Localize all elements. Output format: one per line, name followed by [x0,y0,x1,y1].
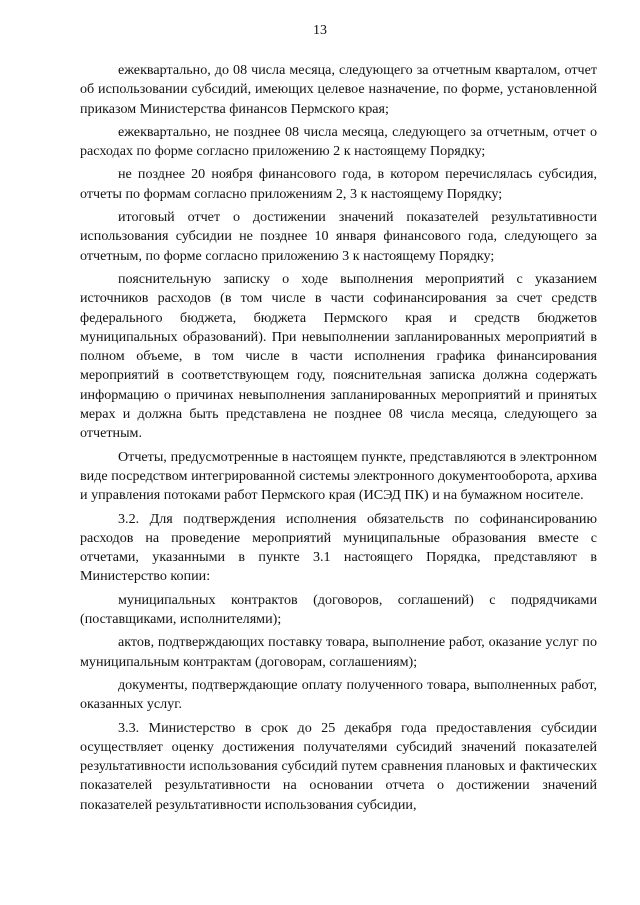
paragraph-november-reports: не позднее 20 ноября финансового года, в котором перечислялась субсидия, отчеты по формам согласно приложениям 2, 3 к настоящему Порядку; [80,166,597,202]
paragraph-quarterly-expense-report: ежеквартально, не позднее 08 числа месяца, следующего за отчетным, отчет о расходах по форме согласно приложению 2 к настоящему Порядку; [80,123,597,160]
paragraph-section-3-2: 3.2. Для подтверждения исполнения обязательств по софинансированию расходов на проведение мероприятий муниципальные образования вместе с отчетами, указанными в пункте 3.1 настоящего Порядка, представляют в Министерство копии: [80,510,597,585]
paragraph-electronic-submission: Отчеты, предусмотренные в настоящем пункте, представляются в электронном виде посредством интегрированной системы электронного документооборота, архива и управления потоками работ Пермского края (ИСЭД ПК) и на бумажном носителе. [80,448,597,504]
document-body [80,61,597,815]
page-number: 13 [313,23,327,38]
paragraph-quarterly-subsidy-report: ежеквартально, до 08 числа месяца, следующего за отчетным кварталом, отчет об использовании субсидий, имеющих целевое назначение, по форме, установленной приказом Министерства финансов Пермского края; [80,62,597,117]
paragraph-acts: актов, подтверждающих поставку товара, выполнение работ, оказание услуг по муниципальным контрактам (договорам, соглашениям); [80,634,597,670]
paragraph-payment-documents: документы, подтверждающие оплату полученного товара, выполненных работ, оказанных услуг. [80,676,597,713]
paragraph-contracts: муниципальных контрактов (договоров, соглашений) с подрядчиками (поставщиками, исполнителями); [80,591,597,628]
paragraph-final-report: итоговый отчет о достижении значений показателей результативности использования субсидии не позднее 10 января финансового года, следующего за отчетным, по форме согласно приложению 3 к настоящему Порядку; [80,209,597,264]
paragraph-section-3-3: 3.3. Министерство в срок до 25 декабря года предоставления субсидии осуществляет оценку достижения получателями субсидий значений показателей результативности использования субсидий путем сравнения плановых и фактических показателей результативности на основании отчета о достижении значений показателей результативности использования субсидии, [80,719,597,813]
paragraph-explanatory-note: пояснительную записку о ходе выполнения мероприятий с указанием источников расходов (в том числе в части софинансирования за счет средств федерального бюджета, бюджета Пермского края и средств бюджетов муниципальных образований). При невыполнении запланированных мероприятий в полном объеме, в том числе в части исполнения графика финансирования мероприятий в соответствующем году, пояснительная записка должна содержать информацию о причинах невыполнения запланированных мероприятий и принятых мерах и должна быть представлена не позднее 08 числа месяца, следующего за отчетным. [80,270,597,442]
